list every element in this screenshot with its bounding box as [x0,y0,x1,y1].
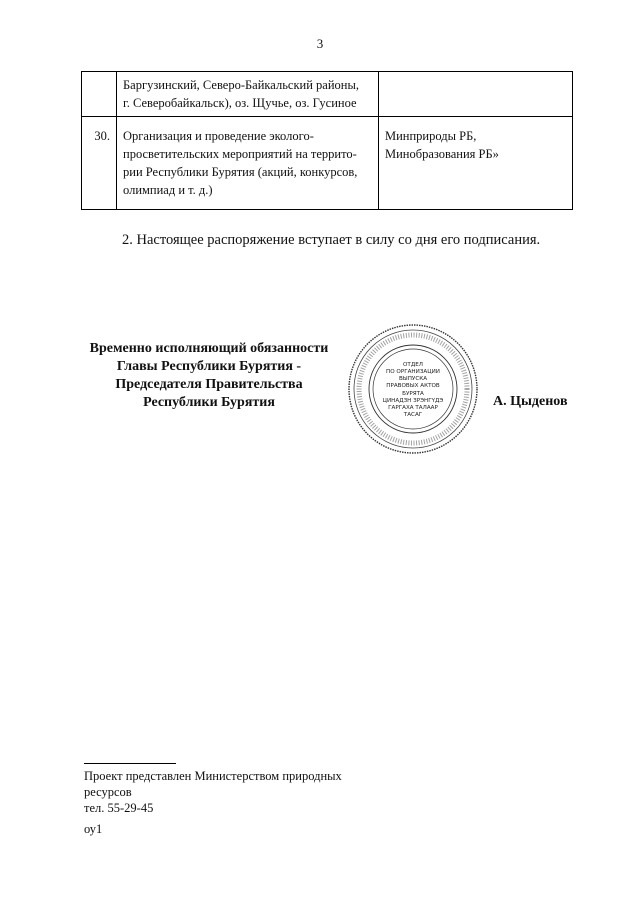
footnote-line: тел. 55-29-45 [84,801,154,815]
responsible-party [379,117,573,210]
footnote [84,768,342,816]
seal-text-line: ТАСАГ [403,412,423,418]
measures-table [81,71,573,210]
title-line: Главы Республики Бурятия - [116,359,302,374]
official-seal [346,322,480,456]
table-row [82,72,573,117]
seal-text-line: ГАРГАХА ТАЛААР [388,405,438,411]
text-line: олимпиад и т. д.) [123,183,213,197]
title-line: Республики Бурятия [143,395,275,410]
decree-paragraph: 2. Настоящее распоряжение вступает в силу со дня его подписания. [122,232,541,248]
document-code: оу1 [84,822,103,836]
seal-text-line: БУРЯТА [402,391,424,397]
text-line: г. Северобайкальск), оз. Щучье, оз. Гусиное [123,96,357,110]
seal-text-line: ПРАВОВЫХ АКТОВ [386,383,440,389]
title-line: Председателя Правительства [115,377,303,392]
measure-description [117,72,379,117]
footnote-divider [84,763,176,764]
seal-text-line: ЦИНАДЗН ЗРЭНГҮДЭ [382,398,444,404]
text-line: Минприроды РБ, [385,129,477,143]
text-line: Организация и проведение эколого- [123,129,314,143]
signatory-name: А. Цыденов [493,394,568,409]
seal-text-line: ПО ОРГАНИЗАЦИИ [386,369,440,375]
signatory-title [64,340,354,412]
table-row [82,117,573,210]
title-line: Временно исполняющий обязанности [89,341,329,356]
text-line: рии Республики Бурятия (акций, конкурсов, [123,165,358,179]
measure-description [117,117,379,210]
seal-text-line: ОТДЕЛ [403,362,423,368]
footnote-line: Проект представлен Министерством природных [84,769,342,783]
responsible-party [379,72,573,117]
row-number [82,72,117,117]
text-line: Баргузинский, Северо-Байкальский районы, [123,78,359,92]
text-line: Минобразования РБ» [385,147,499,161]
footnote-line: ресурсов [84,785,132,799]
page-number: 3 [316,36,324,51]
seal-text-line: ВЫПУСКА [398,376,428,382]
row-number: 30. [82,117,117,210]
text-line: просветительских мероприятий на террито- [123,147,357,161]
